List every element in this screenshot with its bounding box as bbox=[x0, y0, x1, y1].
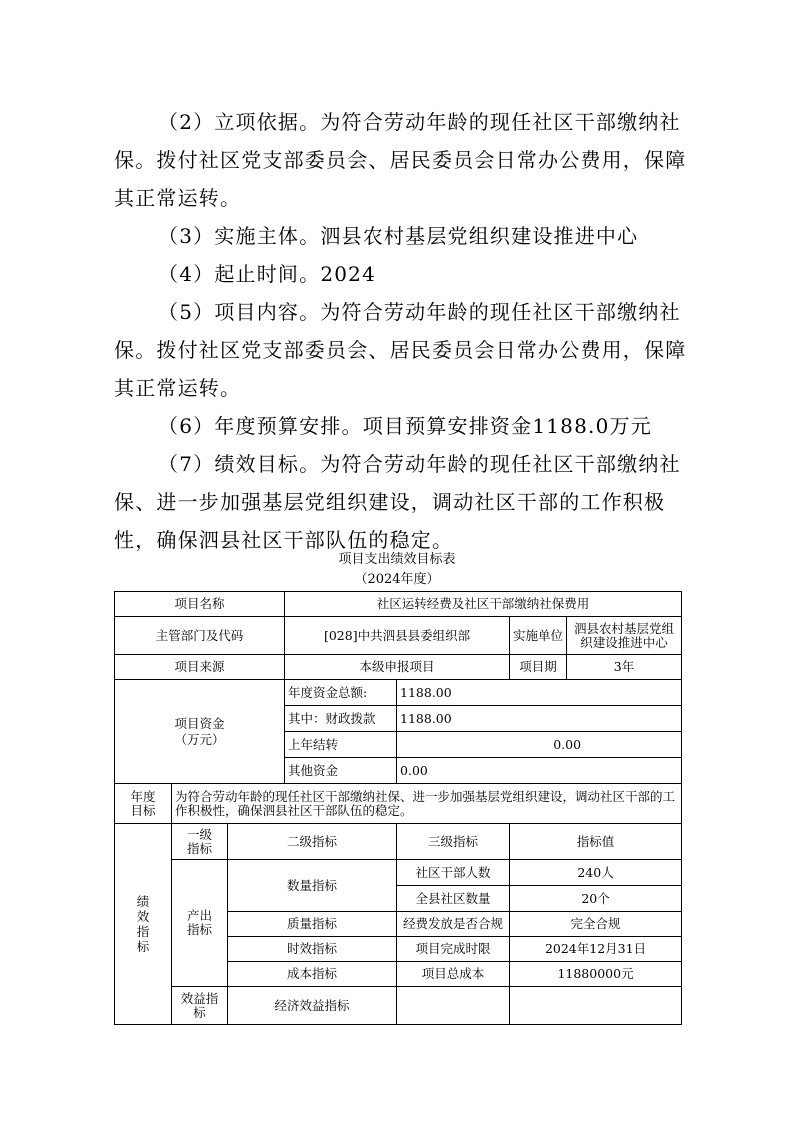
project-name-value: 社区运转经费及社区干部缴纳社保费用 bbox=[285, 592, 682, 617]
funds-other-value: 0.00 bbox=[397, 758, 682, 784]
paragraph-basis: （2）立项依据。为符合劳动年龄的现任社区干部缴纳社保。拨付社区党支部委员会、居民委员会日常办公费用，保障其正常运转。 bbox=[114, 110, 687, 210]
funds-fiscal-label: 其中：财政拨款 bbox=[285, 706, 397, 732]
row-source bbox=[115, 655, 682, 680]
row-project-name bbox=[115, 592, 682, 617]
row-funds-total bbox=[115, 680, 682, 706]
impl-unit-label: 实施单位 bbox=[510, 617, 567, 655]
perf-label: 绩效指标 bbox=[115, 824, 172, 1025]
cadres-value: 240人 bbox=[510, 860, 682, 886]
cost-row-value: 11880000元 bbox=[510, 962, 682, 987]
paragraph-budget: （6）年度预算安排。项目预算安排资金1188.0万元 bbox=[158, 414, 652, 438]
header-level3: 三级指标 bbox=[397, 824, 510, 860]
funds-carryover-label: 上年结转 bbox=[285, 732, 397, 758]
funds-total-value: 1188.00 bbox=[397, 680, 682, 706]
header-level2: 二级指标 bbox=[228, 824, 397, 860]
cadres-label: 社区干部人数 bbox=[397, 860, 510, 886]
row-department bbox=[115, 617, 682, 655]
paragraph-implementer: （3）实施主体。泗县农村基层党组织建设推进中心 bbox=[158, 224, 639, 248]
header-level1: 一级指标 bbox=[172, 824, 228, 860]
time-label: 时效指标 bbox=[228, 937, 397, 962]
table-row bbox=[115, 860, 682, 886]
econ-label: 经济效益指标 bbox=[228, 987, 397, 1025]
table-subtitle: （2024年度） bbox=[354, 572, 440, 587]
quality-row-value: 完全合规 bbox=[510, 912, 682, 937]
paragraph-content: （5）项目内容。为符合劳动年龄的现任社区干部缴纳社保。拨付社区党支部委员会、居民委员会日常办公费用，保障其正常运转。 bbox=[114, 300, 687, 400]
source-label: 项目来源 bbox=[115, 655, 285, 680]
quality-row-label: 经费发放是否合规 bbox=[397, 912, 510, 937]
dept-value: [028]中共泗县县委组织部 bbox=[285, 617, 510, 655]
period-label: 项目期 bbox=[510, 655, 567, 680]
benefit-label: 效益指标 bbox=[172, 987, 228, 1025]
period-value: 3年 bbox=[567, 655, 682, 680]
time-row-label: 项目完成时限 bbox=[397, 937, 510, 962]
header-value: 指标值 bbox=[510, 824, 682, 860]
table-title: 项目支出绩效目标表 bbox=[338, 552, 456, 567]
funds-carryover-value: 0.00 bbox=[397, 732, 682, 758]
project-name-label: 项目名称 bbox=[115, 592, 285, 617]
cost-row-label: 项目总成本 bbox=[397, 962, 510, 987]
cost-label: 成本指标 bbox=[228, 962, 397, 987]
quantity-label: 数量指标 bbox=[228, 860, 397, 912]
row-annual-goal bbox=[115, 784, 682, 824]
output-label: 产出指标 bbox=[172, 860, 228, 987]
source-value: 本级申报项目 bbox=[285, 655, 510, 680]
annual-goal-value: 为符合劳动年龄的现任社区干部缴纳社保、进一步加强基层党组织建设，调动社区干部的工作积极性，确保泗县社区干部队伍的稳定。 bbox=[172, 784, 682, 824]
quality-label: 质量指标 bbox=[228, 912, 397, 937]
paragraph-goal: （7）绩效目标。为符合劳动年龄的现任社区干部缴纳社保、进一步加强基层党组织建设，调动社区干部的工作积极性，确保泗县社区干部队伍的稳定。 bbox=[114, 452, 681, 552]
dept-label: 主管部门及代码 bbox=[115, 617, 285, 655]
econ-value-empty bbox=[510, 987, 682, 1025]
econ-level3-empty bbox=[397, 987, 510, 1025]
performance-table bbox=[114, 591, 682, 1025]
communities-value: 20个 bbox=[510, 886, 682, 912]
funds-label: 项目资金（万元） bbox=[115, 680, 285, 784]
funds-total-label: 年度资金总额: bbox=[285, 680, 397, 706]
time-row-value: 2024年12月31日 bbox=[510, 937, 682, 962]
annual-goal-label: 年度目标 bbox=[115, 784, 172, 824]
funds-other-label: 其他资金 bbox=[285, 758, 397, 784]
communities-label: 全县社区数量 bbox=[397, 886, 510, 912]
paragraph-period: （4）起止时间。2024 bbox=[158, 262, 377, 286]
funds-fiscal-value: 1188.00 bbox=[397, 706, 682, 732]
impl-unit-value: 泗县农村基层党组织建设推进中心 bbox=[567, 617, 682, 655]
table-row bbox=[115, 987, 682, 1025]
row-indicator-header bbox=[115, 824, 682, 860]
